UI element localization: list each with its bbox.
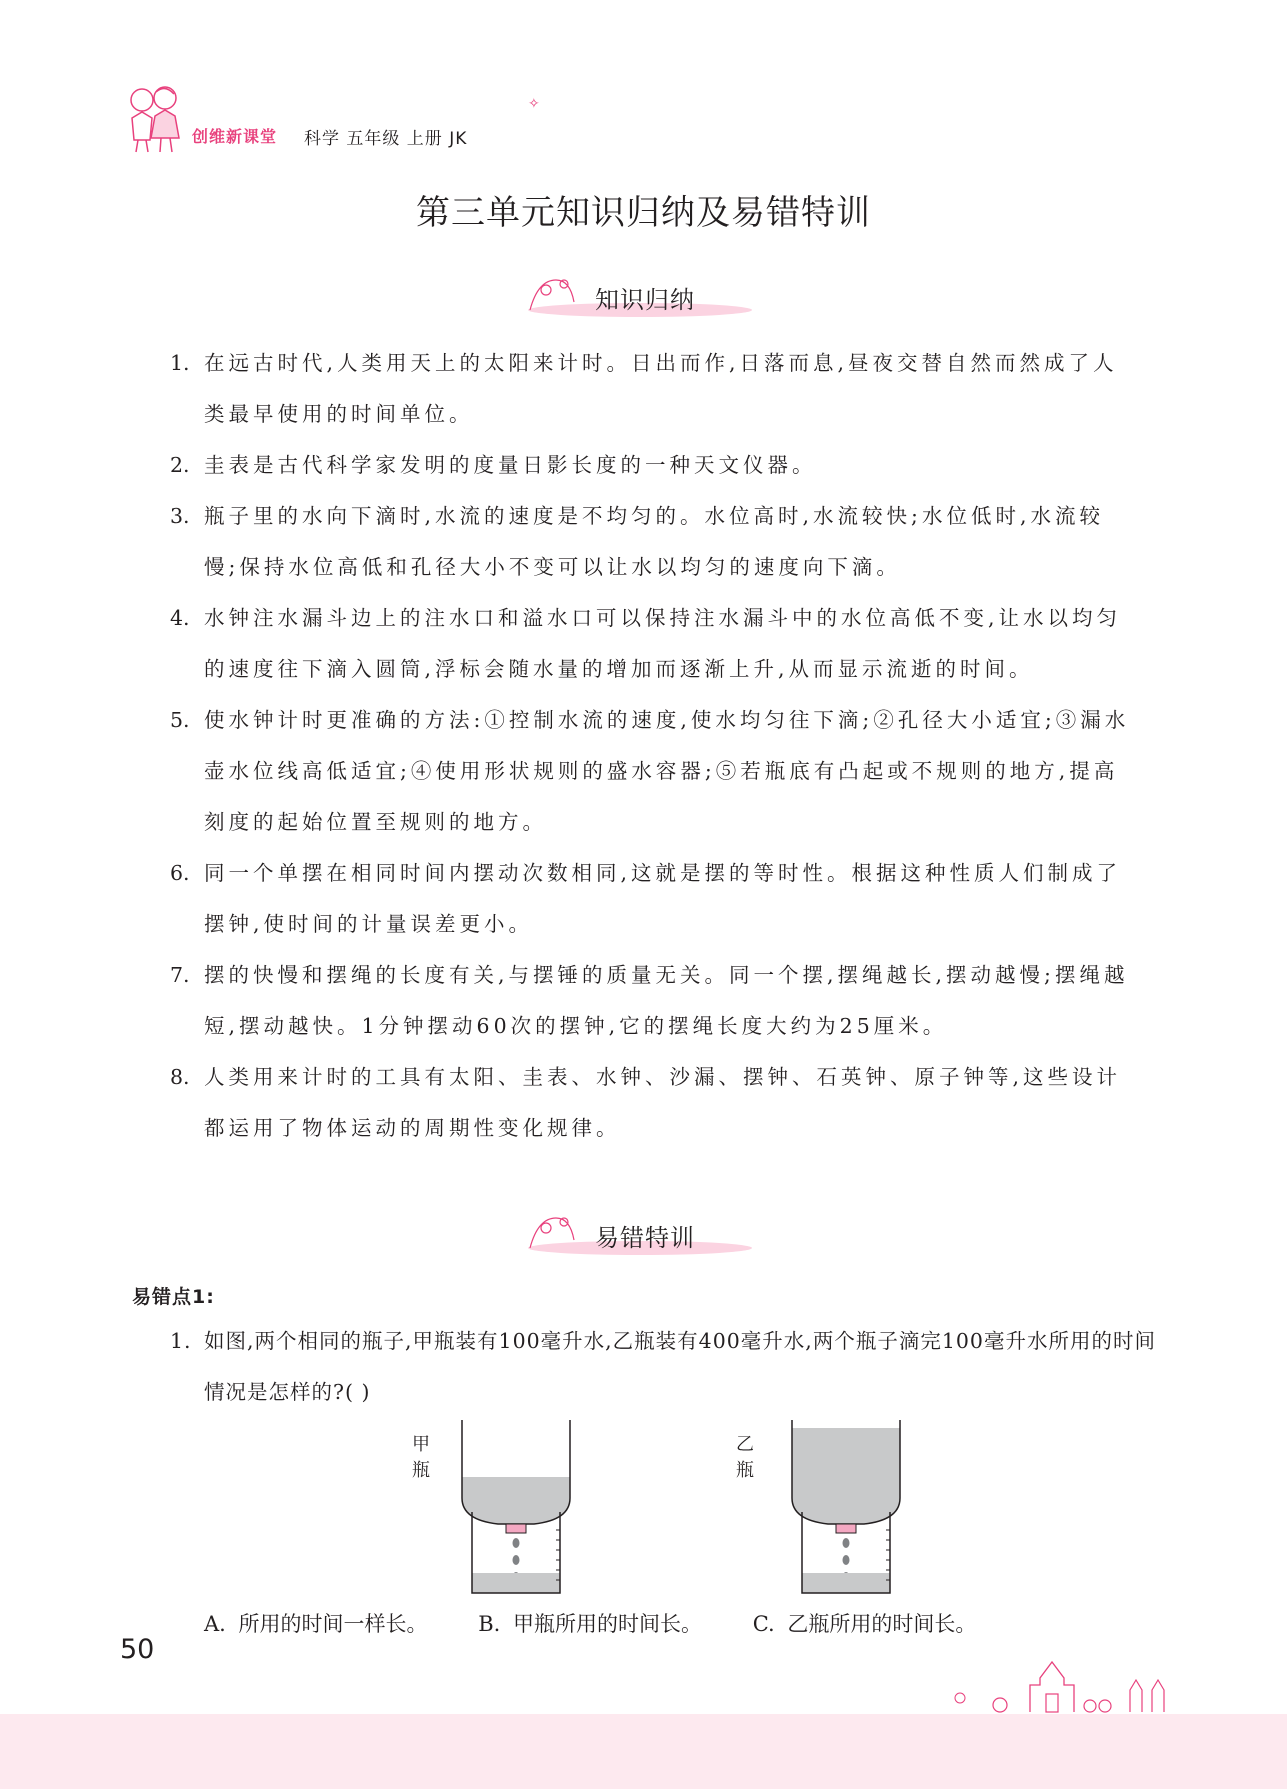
item-number: 3. [170,504,190,528]
item-number: 2. [170,453,190,477]
footer-band [0,1714,1287,1789]
list-item [170,950,1130,1052]
option-c[interactable]: C. 乙瓶所用的时间长。 [752,1612,977,1636]
list-item [170,593,1130,695]
item-text: 人类用来计时的工具有太阳、圭表、水钟、沙漏、摆钟、石英钟、原子钟等,这些设计都运用了物体运动的周期性变化规律。 [204,1065,1122,1140]
list-item [170,491,1130,593]
brand-name: 创维新课堂 [192,127,278,146]
item-number: 4. [170,606,190,630]
bottle-jia-diagram [456,1420,576,1595]
item-text: 瓶子里的水向下滴时,水流的速度是不均匀的。水位高时,水流较快;水位低时,水流较慢;保持水位高低和孔径大小不变可以让水以均匀的速度向下滴。 [204,504,1104,579]
page-number: 50 [120,1634,155,1665]
section-header-knowledge [520,262,760,332]
sparkle-icon: ✧ [528,96,540,112]
list-item [170,848,1130,950]
error-point-label: 易错点1: [132,1286,215,1308]
list-item [170,338,1130,440]
item-number: 1. [170,351,190,375]
answer-options [204,1608,1014,1638]
bottle-yi-diagram [786,1420,906,1595]
option-b[interactable]: B. 甲瓶所用的时间长。 [478,1612,702,1636]
kids-mascot-icon [120,82,192,154]
page-title: 第三单元知识归纳及易错特训 [416,193,871,233]
item-number: 7. [170,963,190,987]
list-item [170,1052,1130,1154]
section-title: 易错特训 [595,1224,695,1252]
question-text: 如图,两个相同的瓶子,甲瓶装有100毫升水,乙瓶装有400毫升水,两个瓶子滴完100毫升水所用的时间情况是怎样的?( ) [204,1329,1156,1404]
book-subject: 科学 五年级 上册 JK [304,129,468,149]
item-text: 摆的快慢和摆绳的长度有关,与摆锤的质量无关。同一个摆,摆绳越长,摆动越慢;摆绳越短,摆动越快。1分钟摆动60次的摆钟,它的摆绳长度大约为25厘米。 [204,963,1129,1038]
item-number: 6. [170,861,190,885]
list-item [170,695,1130,848]
question-1 [170,1316,1164,1418]
section-title: 知识归纳 [595,286,695,314]
item-text: 同一个单摆在相同时间内摆动次数相同,这就是摆的等时性。根据这种性质人们制成了摆钟,使时间的计量误差更小。 [204,861,1122,936]
item-text: 水钟注水漏斗边上的注水口和溢水口可以保持注水漏斗中的水位高低不变,让水以均匀的速度往下滴入圆筒,浮标会随水量的增加而逐渐上升,从而显示流逝的时间。 [204,606,1122,681]
section-header-errors [520,1200,760,1270]
question-number: 1. [170,1329,192,1353]
castle-decoration-icon [940,1650,1180,1720]
item-text: 使水钟计时更准确的方法:①控制水流的速度,使水均匀往下滴;②孔径大小适宜;③漏水壶水位线高低适宜;④使用形状规则的盛水容器;⑤若瓶底有凸起或不规则的地方,提高刻度的起始位置至规则的地方。 [204,708,1130,834]
bottle-jia-caption: 甲瓶 [412,1434,432,1481]
page-header [120,82,540,162]
knowledge-list [170,338,1130,1154]
option-a[interactable]: A. 所用的时间一样长。 [204,1612,428,1636]
item-text: 在远古时代,人类用天上的太阳来计时。日出而作,日落而息,昼夜交替自然而然成了人类最早使用的时间单位。 [204,351,1118,426]
bottle-yi-caption: 乙瓶 [736,1434,756,1481]
item-number: 5. [170,708,190,732]
list-item [170,440,1130,491]
item-text: 圭表是古代科学家发明的度量日影长度的一种天文仪器。 [204,453,817,477]
item-number: 8. [170,1065,190,1089]
